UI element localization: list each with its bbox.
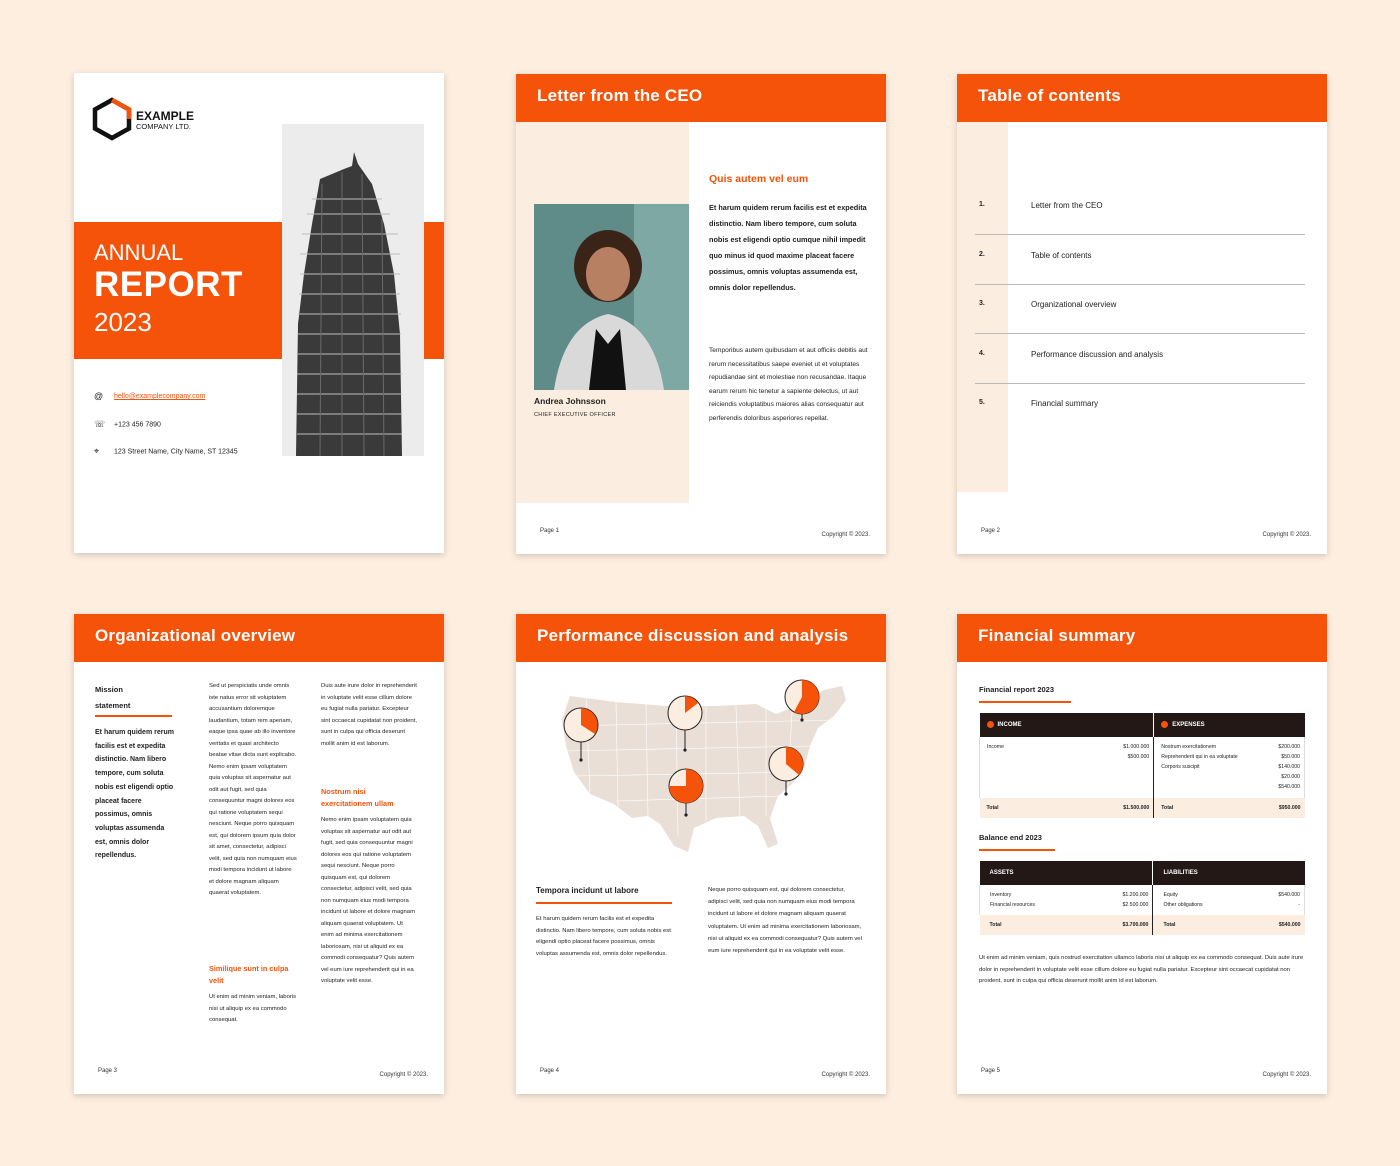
address: 123 Street Name, City Name, ST 12345 xyxy=(114,448,238,456)
liability-rows xyxy=(1163,890,1300,910)
toc-item[interactable] xyxy=(975,284,1305,334)
phone-icon: ☏ xyxy=(94,419,106,429)
page-number: Page 4 xyxy=(540,1068,560,1074)
phone-number: +123 456 7890 xyxy=(114,421,161,429)
company-logo-icon xyxy=(92,97,132,141)
row-value: $1.200.000 xyxy=(1122,892,1149,898)
page-header xyxy=(957,614,1327,662)
page-header xyxy=(957,74,1327,122)
page-header xyxy=(516,74,886,122)
letter-heading: Quis autem vel eum xyxy=(709,173,809,185)
logo-name: EXAMPLE xyxy=(136,109,195,123)
income-header xyxy=(980,713,1154,737)
asset-rows xyxy=(990,890,1148,910)
row-value: $140.000 xyxy=(1278,764,1300,770)
table-row xyxy=(1161,742,1300,752)
location-pin-icon: ⌖ xyxy=(94,446,100,456)
copyright: Copyright © 2023. xyxy=(821,532,870,538)
toc-page xyxy=(957,74,1327,554)
asset-total-value: $3.700.000 xyxy=(1101,915,1153,935)
toc-item[interactable] xyxy=(975,235,1305,285)
liability-total-value: $540.000 xyxy=(1278,922,1301,928)
skyscraper-image xyxy=(282,124,424,456)
row-value: $540.000 xyxy=(1278,784,1300,790)
column-2-text-2: Ut enim ad minim veniam, laboris nisi ut aliquip ex ea commodo consequat. xyxy=(209,994,297,1023)
column-3-text-2: Nemo enim ipsam voluptatem quia voluptas sit aspernatur aut odit aut fugit, sed quia consequuntur magni dolores eos qui ratione voluptatem sequi nesciunt. Neque porro quisquam est, qui dolorem consectetur, adipisci velit, sed quia non numquam eius modi tempora incidunt ut labore et dolore magnam aliquam quaerat voluptatem. Ut enim ad minima exercitationem laboriosam, nisi ut aliquid ex ea commodi consequatur? Quis autem vel eum iure reprehenderit qui in ea voluptate velit esse. xyxy=(321,817,415,984)
income-total-value: $1.500.000 xyxy=(1098,798,1154,818)
row-value: $50.000 xyxy=(1281,754,1300,760)
income-body xyxy=(980,737,1154,798)
copyright: Copyright © 2023. xyxy=(821,1072,870,1078)
page-title: Financial summary xyxy=(978,626,1136,645)
table-row xyxy=(1163,900,1300,910)
mission-heading xyxy=(95,682,130,714)
analysis-underline xyxy=(536,902,672,904)
ceo-role: CHIEF EXECUTIVE OFFICER xyxy=(534,412,616,418)
performance-page xyxy=(516,614,886,1094)
toc-item-number: 4. xyxy=(979,349,985,357)
logo-subname: COMPANY LTD. xyxy=(136,122,192,131)
toc-item-label: Organizational overview xyxy=(1031,300,1117,309)
page-title: Letter from the CEO xyxy=(537,86,703,105)
letter-paragraph-2: Temporibus autem quibusdam et aut officiis debitis aut rerum necessitatibus saepe eveniet ut et voluptates repudiandae sint et molestiae non recusandae. Itaque earum rerum hic tenetur a sapiente delectus, ut aut reiciendis voluptatibus maiores alias consequatur aut perferendis doloribus asperiores repellat. xyxy=(709,347,868,422)
toc-item-label: Performance discussion and analysis xyxy=(1031,349,1164,359)
toc-item[interactable] xyxy=(975,185,1305,235)
ceo-portrait-image xyxy=(534,204,689,390)
row-label: Income xyxy=(987,744,1005,750)
email-link[interactable]: hello@examplecompany.com xyxy=(114,392,206,400)
row-value: $1.000.000 xyxy=(1123,744,1150,750)
org-overview-page xyxy=(74,614,444,1094)
cover-title-annual: ANNUAL xyxy=(94,240,184,265)
row-value: $500.000 xyxy=(1127,754,1150,760)
financial-footer-text: Ut enim ad minim veniam, quis nostrud exercitation ullamco laboris nisi ut aliquip ex ea commodo consequat. Duis aute irure dolor in reprehenderit in voluptate velit esse cillum dolore eu fugiat nulla pariatur. Excepteur sint occaecat cupidatat non proident, sunt in culpa qui officia deserunt mollit anim id est laborum. xyxy=(979,955,1304,984)
column-2-text: Sed ut perspiciatis unde omnis iste natus error sit voluptatem accusantium doloremque laudantium, totam rem aperiam, eaque ipsa quae ab illo inventore veritatis et quasi architecto beatae vitae dicta sunt explicabo. Nemo enim ipsam voluptatem quia voluptas sit aspernatur aut odit aut fugit, sed quia consequuntur magni dolores eos qui ratione voluptatem sequi nesciunt. Neque porro quisquam est, qui dolorem ipsum quia dolor sit amet, consectetur, adipisci velit, sed quia non numquam eius modi tempora incidunt ut labore et dolore magnam aliquam quaerat voluptatem. xyxy=(209,683,297,896)
analysis-right-text: Neque porro quisquam est, qui dolorem consectetur, adipisci velit, sed quia non numquam eius modi tempora incidunt ut labore et dolore magnam aliquam quaerat voluptatem. Ut enim ad minima exercitationem laboriosam, nisi ut aliquid ex ea commodi consequatur? Quis autem vel eum iure reprehenderit qui in ea voluptate velit esse. xyxy=(708,887,862,955)
income-expenses-table xyxy=(979,713,1305,818)
copyright: Copyright © 2023. xyxy=(1262,1072,1311,1078)
toc-item-label: Letter from the CEO xyxy=(1031,201,1103,210)
toc-item-number: 2. xyxy=(979,250,985,258)
liabilities-header: LIABILITIES xyxy=(1153,861,1305,885)
column-3-text: Duis aute irure dolor in reprehenderit in voluptate velit esse cillum dolore eu fugiat nulla pariatur. Excepteur sint occaecat cupidatat non proident, sunt in culpa qui officia deserunt mollit anim id est laborum. xyxy=(321,683,417,747)
financial-summary-page xyxy=(957,614,1327,1094)
column-2-heading: Similique sunt in culpa velit xyxy=(209,964,289,985)
page-title: Table of contents xyxy=(978,86,1121,105)
table-row xyxy=(1163,890,1300,900)
toc-item-label: Financial summary xyxy=(1031,399,1099,408)
row-value: $540.000 xyxy=(1278,892,1300,898)
income-rows xyxy=(987,742,1149,792)
table-row xyxy=(1161,782,1300,792)
table-row xyxy=(987,742,1149,752)
contact-phone-row xyxy=(94,419,161,430)
row-value: $2.500.000 xyxy=(1122,902,1149,908)
income-header-label: INCOME xyxy=(997,722,1022,729)
financial-report-title: Financial report 2023 xyxy=(979,685,1055,694)
liabilities-body xyxy=(1153,885,1305,915)
letter-paragraph-1: Et harum quidem rerum facilis est et expedita distinctio. Nam libero tempore, cum soluta nobis est eligendi optio cumque nihil impedit quo minus id quod maxime placeat facere possimus, omnis voluptas assumenda est, omnis dolor repellendus. xyxy=(709,203,867,292)
copyright: Copyright © 2023. xyxy=(1262,532,1311,538)
ceo-letter-page xyxy=(516,74,886,554)
ceo-photo xyxy=(534,204,689,390)
table-row xyxy=(987,752,1149,762)
page-number: Page 2 xyxy=(981,528,1001,534)
toc-item-label: Table of contents xyxy=(1031,250,1092,260)
row-label: Inventory xyxy=(990,892,1012,898)
page-header xyxy=(516,614,886,662)
page-number: Page 5 xyxy=(981,1068,1001,1074)
row-label: Other obligations xyxy=(1163,902,1203,908)
us-map xyxy=(556,676,856,856)
expenses-dot-icon xyxy=(1161,721,1168,728)
row-label: Corporis suscipit xyxy=(1161,764,1200,770)
expense-total-label: Total xyxy=(1161,805,1174,811)
asset-total-label: Total xyxy=(989,922,1002,928)
assets-header: ASSETS xyxy=(980,861,1153,885)
row-label: Financial resources xyxy=(990,902,1035,908)
page-header xyxy=(74,614,444,662)
expenses-header xyxy=(1154,713,1305,737)
balance-table xyxy=(979,861,1305,935)
table-row xyxy=(1161,752,1300,762)
cover-title-report: REPORT xyxy=(94,265,243,304)
mission-heading-line2: statement xyxy=(95,701,131,710)
contact-email-row xyxy=(94,391,205,401)
income-total-label: Total xyxy=(986,805,999,811)
row-label: Equity xyxy=(1163,892,1178,898)
toc-item[interactable] xyxy=(975,334,1305,384)
title-band-edge xyxy=(424,222,444,359)
balance-title-underline xyxy=(979,849,1055,851)
copyright: Copyright © 2023. xyxy=(379,1072,428,1078)
liability-total-label: Total xyxy=(1163,922,1176,928)
mission-underline xyxy=(95,715,172,717)
expenses-header-label: EXPENSES xyxy=(1172,722,1205,729)
mission-text: Et harum quidem rerum facilis est et expedita distinctio. Nam libero tempore, cum soluta nobis est eligendi optio placeat facere possimus, omnis voluptas assumenda est, omnis dolor repellendus. xyxy=(95,729,174,860)
expense-rows xyxy=(1161,742,1300,792)
toc-item-number: 1. xyxy=(979,201,985,208)
building-photo xyxy=(282,124,424,456)
row-value: $20.000 xyxy=(1281,774,1300,780)
analysis-left-text: Et harum quidem rerum facilis est et expedita distinctio. Nam libero tempore, cum soluta nobis est eligendi optio placeat facere possimus, omnis voluptas assumenda est, omnis dolor repellendus. xyxy=(536,916,671,957)
ceo-name: Andrea Johnsson xyxy=(534,396,606,406)
row-value: - xyxy=(1298,902,1300,908)
row-value: $200.000 xyxy=(1278,744,1300,750)
page-number: Page 1 xyxy=(540,528,560,534)
income-dot-icon xyxy=(987,721,994,728)
column-3-heading: Nostrum nisi exercitationem ullam xyxy=(321,787,394,808)
table-row xyxy=(990,900,1148,910)
expenses-body xyxy=(1154,737,1305,798)
page-title: Performance discussion and analysis xyxy=(537,626,849,645)
page-number: Page 3 xyxy=(98,1068,118,1074)
toc-item-number: 5. xyxy=(979,399,985,406)
toc-item-number: 3. xyxy=(979,300,985,307)
analysis-heading: Tempora incidunt ut labore xyxy=(536,886,639,895)
table-row xyxy=(990,890,1148,900)
table-row xyxy=(1161,772,1300,782)
row-label: Reprehenderit qui in ea voluptate xyxy=(1161,754,1238,760)
expense-total-value: $950.000 xyxy=(1278,805,1301,811)
cover-title-year: 2023 xyxy=(94,307,152,337)
row-label: Nostrum exercitationem xyxy=(1161,744,1217,750)
cover-page xyxy=(74,73,444,553)
report-title-underline xyxy=(979,701,1071,703)
mission-heading-line1: Mission xyxy=(95,685,123,694)
balance-title: Balance end 2023 xyxy=(979,833,1042,842)
contact-address-row xyxy=(94,446,238,457)
toc-item[interactable] xyxy=(975,383,1305,432)
page-title: Organizational overview xyxy=(95,626,296,645)
at-icon: @ xyxy=(94,391,104,401)
table-row xyxy=(1161,762,1300,772)
assets-body xyxy=(980,885,1153,915)
